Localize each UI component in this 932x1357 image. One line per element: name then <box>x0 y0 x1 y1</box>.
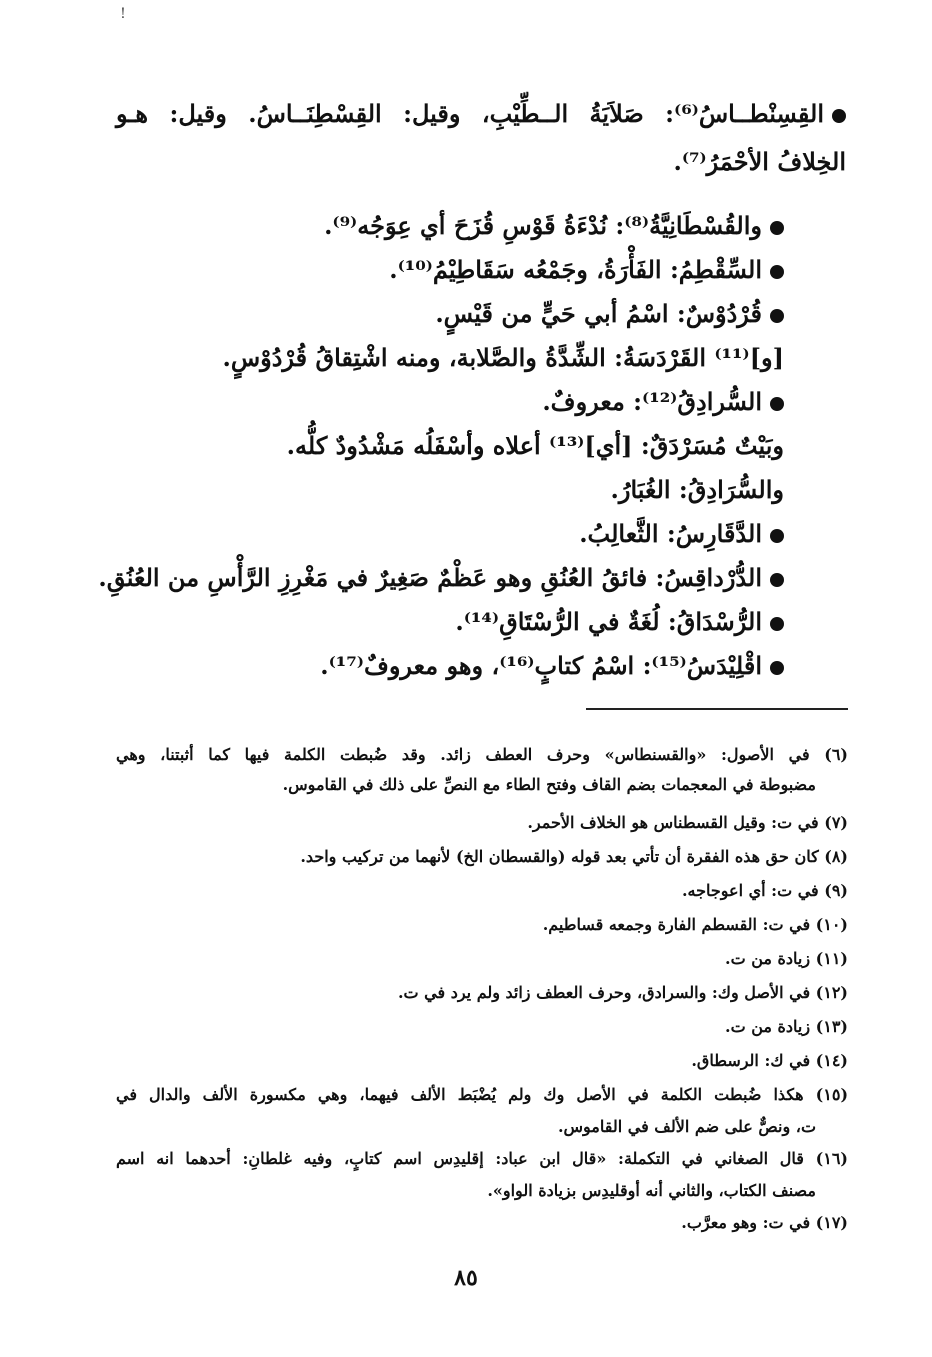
footnote-separator <box>586 708 848 710</box>
footnote-13: (١٣) زيادة من ت. <box>725 1017 848 1036</box>
footnote-8: (٨) كان حق هذه الفقرة أن تأتي بعد قوله (والقسطان الخ) لأنهما من تركيب واحد. <box>300 847 848 866</box>
footnote-9: (٩) في ت: أي اعوجاجه. <box>681 881 848 900</box>
entry-text: وبَيْتٌ مُسَرْدَقٌ: [أي]⁽¹³⁾ أعلاه وأسْفَلُه مَشْدُودٌ كلُّه. <box>286 431 784 460</box>
entry-suradiq-ghubar <box>611 471 784 509</box>
footnote-10: (١٠) في ت: القسطم الفارة وجمعه قساطيم. <box>542 915 848 934</box>
bullet-icon <box>770 221 784 235</box>
bullet-icon <box>770 397 784 411</box>
entry-suradiq <box>542 383 784 421</box>
footnote-6-continuation: مضبوطة في المعجمات بضم القاف وفتح الطاء مع النصِّ على ذلك في القاموس. <box>282 775 816 794</box>
entry-iqlidis <box>320 647 784 685</box>
bullet-icon <box>770 529 784 543</box>
entry-text: والسُّرَادِقُ: الغُبَارُ. <box>610 475 784 504</box>
entry-text: الخِلافُ الأحْمَرُ⁽⁷⁾. <box>673 147 846 176</box>
page-number: ٨٥ <box>454 1265 478 1291</box>
footnote-15-continuation: ت، ونصٌّ على ضم الألف في القاموس. <box>557 1117 816 1136</box>
entry-qustaniyya <box>324 207 784 245</box>
footnote-6: (٦) في الأصول: «والقسنطاس» وحرف العطف زائد. وقد ضُبطت الكلمة فيها كما أثبتنا، وهي <box>116 745 848 764</box>
entry-qisintas <box>116 95 846 133</box>
entry-text: السِّقْطِمُ: الفَأْرَةُ، وجَمْعُه سَقَاطِيْمُ⁽¹⁰⁾. <box>389 255 762 284</box>
footnote-11: (١١) زيادة من ت. <box>725 949 848 968</box>
entry-text: الدُّرْداقِسُ: فائقُ العُنُقِ وهو عَظْمٌ صَغِيرٌ في مَغْرِزِ الرَّأْسِ من العُنُقِ. <box>98 563 762 592</box>
footnote-17: (١٧) في ت: وهو معرَّب. <box>681 1213 848 1232</box>
bullet-icon <box>770 309 784 323</box>
entry-continuation <box>673 143 846 181</box>
entry-daqaris <box>579 515 784 553</box>
footnote-7: (٧) في ت: وقيل القسطناس هو الخلاف الأحمر. <box>527 813 848 832</box>
bullet-icon <box>770 617 784 631</box>
entry-text: [و]⁽¹¹⁾ القَرْدَسَةُ: الشِّدَّةُ والصَّلابة، ومنه اشْتِقاقُ قُرْدُوْسٍ. <box>222 343 784 372</box>
footnote-14: (١٤) في ك: الرسطاق. <box>691 1051 848 1070</box>
entry-text: والقُسْطَانِيَّةُ⁽⁸⁾: نُدْءَةُ قَوْسِ قُزَحَ أي عِوَجُه⁽⁹⁾. <box>324 211 762 240</box>
bullet-icon <box>770 573 784 587</box>
entry-rusdaq <box>455 603 784 641</box>
entry-qardasa <box>222 339 784 377</box>
entry-durdaqis <box>98 559 784 597</box>
entry-text: الدَّقَارِسُ: الثَّعالِبُ. <box>579 519 762 548</box>
entry-siqtim <box>389 251 784 289</box>
footnote-15: (١٥) هكذا ضُبطت الكلمة في الأصل وك ولم يُضْبَط الألف فيهما، وهي مكسورة الألف والدال في <box>116 1085 849 1104</box>
footnote-16: (١٦) قال الصغاني في التكملة: «قال ابن عباد: إقليدِس اسم كتابٍ، وفيه غلطانِ: أحدهما انه اسم <box>116 1149 848 1168</box>
entry-text: القِسِنْطــاسُ⁽⁶⁾: صَلاَيَةُ الــطِّيْبِ، وقيل: القِسْطِنَــاسُ. وقيل: هـو <box>116 99 824 128</box>
entry-musardaq <box>287 427 784 465</box>
entry-text: السُّرادِقُ⁽¹²⁾: معروفٌ. <box>542 387 762 416</box>
corner-mark: ! <box>120 6 126 22</box>
entry-text: الرُّسْدَاقُ: لُغَةٌ في الرُّسْتَاقِ⁽¹⁴⁾. <box>455 607 762 636</box>
bullet-icon <box>832 109 846 123</box>
bullet-icon <box>770 265 784 279</box>
entry-text: قُرْدُوْسٌ: اسْمُ أبي حَيٍّ من قَيْسٍ. <box>435 299 762 328</box>
footnote-16-continuation: مصنف الكتاب، والثاني أنه أوقليدِس بزيادة الواو». <box>487 1181 816 1200</box>
footnote-12: (١٢) في الأصل وك: والسرادق، وحرف العطف زائد ولم يرد في ت. <box>397 983 848 1002</box>
bullet-icon <box>770 661 784 675</box>
entry-text: اقْلِيْدَسُ⁽¹⁵⁾: اسْمُ كتابٍ⁽¹⁶⁾، وهو معروفٌ⁽¹⁷⁾. <box>320 651 762 680</box>
entry-qurdus <box>435 295 784 333</box>
